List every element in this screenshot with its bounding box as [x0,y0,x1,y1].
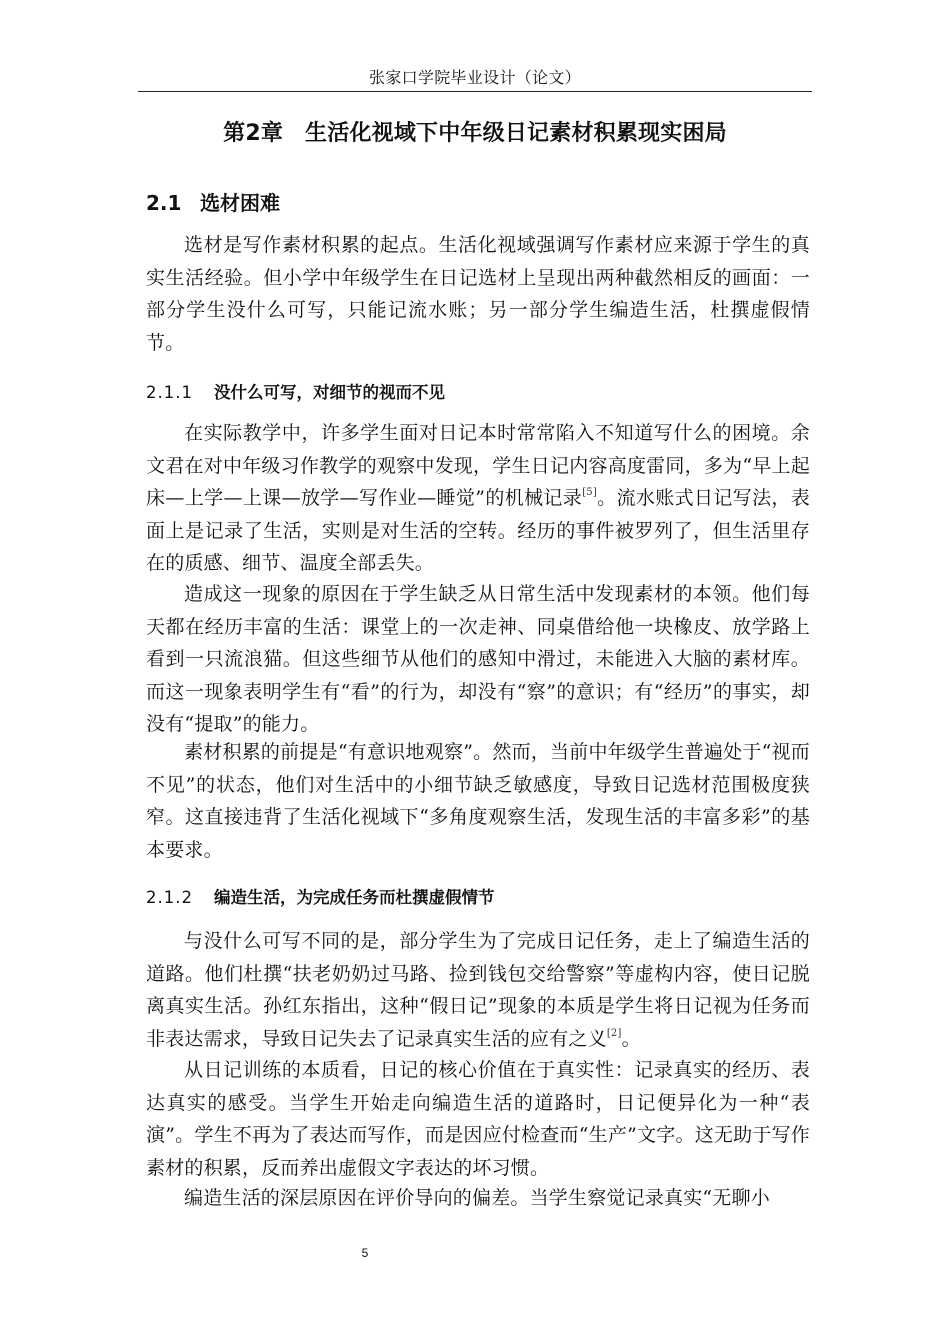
chapter-title [138,117,812,151]
paragraph: 造成这一现象的原因在于学生缺乏从日常生活中发现素材的本领。他们每天都在经历丰富的生活：课堂上的一次走神、同桌借给他一块橡皮、放学路上看到一只流浪猫。但这些细节从他们的感知中滑过，未能进入大脑的素材库。而这一现象表明学生有“看”的行为，却没有“察”的意识；有“经历”的事实，却没有“提取”的能力。 [146,583,810,736]
subsection-heading-2-1-1 [146,380,445,406]
paragraph: 素材积累的前提是“有意识地观察”。然而，当前中年级学生普遍处于“视而不见”的状态，他们对生活中的小细节缺乏敏感度，导致日记选材范围极度狭窄。这直接违背了生活化视域下“多角度观察生活，发现生活的丰富多彩”的基本要求。 [146,741,810,861]
citation-ref: [2] [606,1027,622,1039]
paragraph-text: 。 [621,1027,641,1050]
paragraph [146,417,810,580]
paragraph: 从日记训练的本质看，日记的核心价值在于真实性：记录真实的经历、表达真实的感受。当学生开始走向编造生活的道路时，日记便异化为一种“表演”。学生不再为了表达而写作，而是因应付检查而“生产”文字。这无助于写作素材的积累，反而养出虚假文字表达的坏习惯。 [146,1059,810,1179]
header-divider [138,91,812,92]
subsection-heading-2-1-2 [146,885,495,911]
chapter-title-text: 生活化视域下中年级日记素材积累现实困局 [305,121,727,146]
paragraph-text: 在实际教学中，许多学生面对日记本时常常陷入不知道写什么的困境。余文君在对中年级习作教学的观察中发现，学生日记内容高度雷同，多为“早上起床—上学—上课—放学—写作业—睡觉”的机械记录 [146,422,810,510]
subsection-number: 2.1.2 [146,888,193,907]
paragraph [146,925,810,1055]
subsection-title: 编造生活，为完成任务而杜撰虚假情节 [214,888,495,907]
subsection-title: 没什么可写，对细节的视而不见 [214,383,445,402]
section-title: 选材困难 [200,191,280,215]
paragraph: 编造生活的深层原因在评价导向的偏差。当学生察觉记录真实“无聊小 [184,1187,770,1209]
citation-ref: [5] [582,487,597,499]
section-number: 2.1 [146,191,182,215]
subsection-number: 2.1.1 [146,383,193,402]
chapter-number: 第2章 [223,121,284,146]
page-number: 5 [361,1246,369,1260]
paragraph: 选材是写作素材积累的起点。生活化视域强调写作素材应来源于学生的真实生活经验。但小学中年级学生在日记选材上呈现出两种截然相反的画面：一部分学生没什么可写，只能记流水账；另一部分学生编造生活，杜撰虚假情节。 [146,234,810,354]
paragraph-text: 与没什么可写不同的是，部分学生为了完成日记任务，走上了编造生活的道路。他们杜撰“扶老奶奶过马路、捡到钱包交给警察”等虚构内容，使日记脱离真实生活。孙红东指出，这种“假日记”现象的本质是学生将日记视为任务而非表达需求，导致日记失去了记录真实生活的应有之义 [146,930,810,1050]
paragraph-text: 。流水账式日记写法，表面上是记录了生活，实则是对生活的空转。经历的事件被罗列了，但生活里存在的质感、细节、温度全部丢失。 [146,487,810,575]
section-heading-2-1 [146,188,280,218]
running-header: 张家口学院毕业设计（论文） [369,68,581,87]
